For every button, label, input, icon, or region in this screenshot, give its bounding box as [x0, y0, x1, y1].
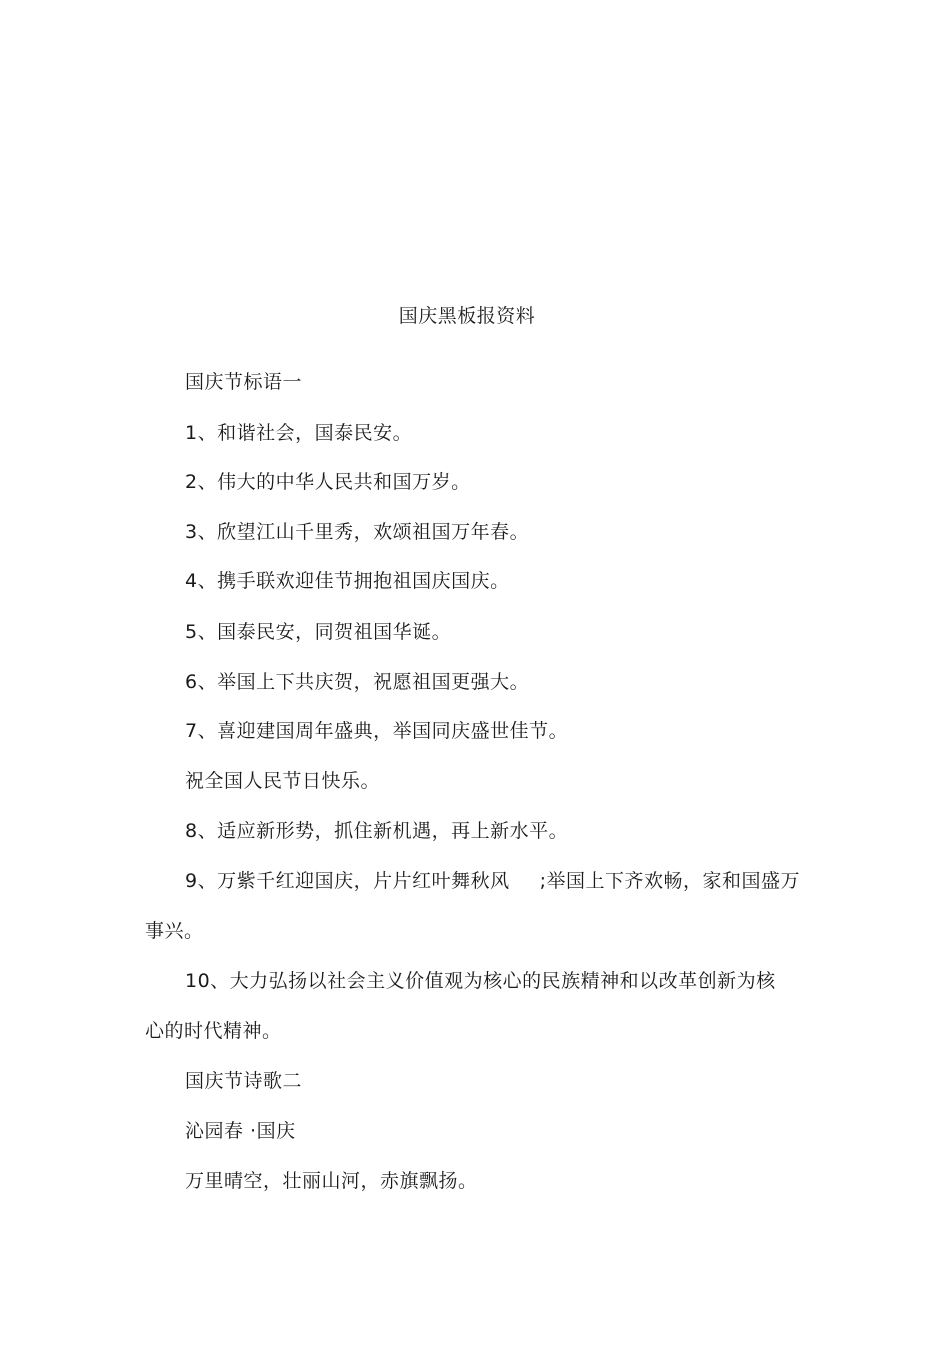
slogan-item-5: 5、国泰民安，同贺祖国华诞。	[185, 621, 452, 643]
slogan-item-7: 7、喜迎建国周年盛典，举国同庆盛世佳节。	[185, 720, 569, 742]
slogan-closing: 祝全国人民节日快乐。	[185, 770, 381, 792]
slogan-item-8: 8、适应新形势，抓住新机遇，再上新水平。	[185, 820, 569, 842]
poem-line-1: 万里晴空，壮丽山河，赤旗飘扬。	[185, 1170, 478, 1192]
slogan-item-1: 1、和谐社会，国泰民安。	[185, 422, 413, 444]
slogan-item-9-continuation: 事兴。	[145, 920, 204, 942]
poem-title: 沁园春 ·国庆	[185, 1120, 296, 1142]
slogans-heading: 国庆节标语一	[185, 371, 303, 393]
slogan-item-4: 4、携手联欢迎佳节拥抱祖国庆国庆。	[185, 570, 510, 592]
slogan-item-9-part1: 9、万紫千红迎国庆，片片红叶舞秋风	[185, 870, 510, 892]
slogan-item-9	[185, 868, 800, 894]
slogan-item-9-part2: ;举国上下齐欢畅，家和国盛万	[539, 870, 800, 892]
slogan-item-10-continuation: 心的时代精神。	[145, 1020, 282, 1042]
slogan-item-6: 6、举国上下共庆贺，祝愿祖国更强大。	[185, 671, 530, 693]
document-title: 国庆黑板报资料	[398, 305, 536, 327]
slogan-item-2: 2、伟大的中华人民共和国万岁。	[185, 471, 471, 493]
poems-heading: 国庆节诗歌二	[185, 1070, 303, 1092]
slogan-item-10: 10、大力弘扬以社会主义价值观为核心的民族精神和以改革创新为核	[185, 970, 776, 992]
slogan-item-3: 3、欣望江山千里秀，欢颂祖国万年春。	[185, 521, 530, 543]
